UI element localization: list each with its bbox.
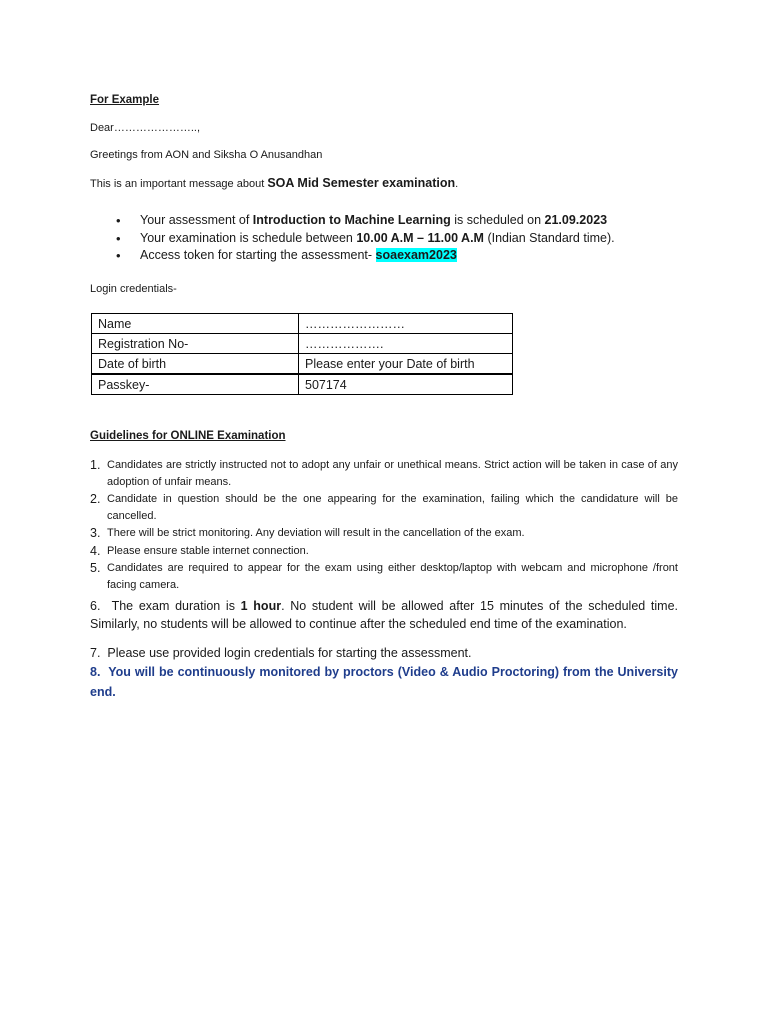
bullet-icon: •	[116, 213, 121, 228]
table-row	[92, 374, 513, 395]
guidelines-list	[90, 457, 678, 594]
exam-date: 21.09.2023	[544, 213, 608, 227]
important-prefix: This is an important message about	[90, 178, 268, 190]
bullet-text: Access token for starting the assessment-	[140, 248, 376, 262]
salutation: Dear…………………..,	[90, 122, 201, 134]
credential-label: Name	[92, 314, 299, 334]
important-suffix: .	[455, 178, 459, 190]
list-item	[116, 247, 615, 265]
paragraph-text: Please use provided login credentials for starting the assessment.	[107, 646, 472, 660]
bullet-icon: •	[116, 248, 121, 263]
exam-duration: 1 hour	[240, 599, 282, 613]
item-number: 4.	[90, 543, 101, 558]
item-number: 8.	[90, 665, 101, 679]
credential-label: Passkey-	[92, 374, 299, 395]
table-row	[92, 314, 513, 334]
example-heading: For Example	[90, 94, 160, 106]
greeting-line: Greetings from AON and Siksha O Anusandhan	[90, 149, 323, 161]
bullet-icon: •	[116, 230, 121, 246]
list-item	[116, 212, 615, 230]
guidelines-heading: Guidelines for ONLINE Examination	[90, 430, 286, 442]
important-message-line	[90, 176, 458, 190]
item-number: 7.	[90, 646, 101, 660]
list-item	[90, 457, 678, 490]
list-item	[90, 525, 678, 542]
access-token: soaexam2023	[375, 248, 457, 262]
table-row	[92, 354, 513, 375]
proctoring-notice	[90, 662, 678, 702]
list-item	[90, 491, 678, 524]
item-number: 3.	[90, 526, 101, 540]
credential-value: ……………………	[299, 314, 513, 334]
paragraph-text: . No student will be allowed after 15 minutes of the scheduled time. Similarly, no students will be allowed to continue after the scheduled end time of the examination.	[90, 599, 678, 631]
guideline-text: Candidate in question should be the one appearing for the examination, failing which the candidature will be cancelled.	[107, 493, 678, 522]
credential-label: Date of birth	[92, 354, 299, 375]
list-item	[116, 230, 615, 248]
guideline-text: Candidates are required to appear for the exam using either desktop/laptop with webcam and microphone /front facing camera.	[107, 562, 678, 591]
credential-value: ……………….	[299, 334, 513, 354]
paragraph-text: The exam duration is	[111, 599, 241, 613]
item-number: 1.	[90, 458, 101, 472]
list-item	[90, 543, 678, 560]
item-number: 5.	[90, 561, 101, 575]
table-row	[92, 334, 513, 354]
exam-name: SOA Mid Semester examination	[267, 176, 456, 190]
credential-value: Please enter your Date of birth	[299, 354, 513, 375]
guideline-text: Candidates are strictly instructed not to adopt any unfair or unethical means. Strict action will be taken in case of any adoption of unfair means.	[107, 459, 678, 488]
credential-value: 507174	[299, 374, 513, 395]
duration-paragraph	[90, 598, 678, 633]
credential-label: Registration No-	[92, 334, 299, 354]
bullet-text: Your assessment of	[140, 213, 253, 227]
exam-details-list	[116, 212, 615, 265]
exam-time: 10.00 A.M – 11.00 A.M	[356, 230, 484, 245]
paragraph-text: You will be continuously monitored by proctors (Video & Audio Proctoring) from the University end.	[90, 665, 678, 699]
list-item	[90, 560, 678, 593]
item-number: 6.	[90, 599, 101, 613]
course-name: Introduction to Machine Learning	[252, 213, 451, 227]
login-instruction	[90, 645, 678, 663]
item-number: 2.	[90, 492, 101, 506]
guideline-text: There will be strict monitoring. Any deviation will result in the cancellation of the exam.	[107, 527, 525, 539]
bullet-text: Your examination is schedule between	[140, 230, 357, 245]
credentials-table	[91, 313, 513, 395]
guideline-text: Please ensure stable internet connection.	[107, 544, 309, 557]
credentials-label: Login credentials-	[90, 283, 177, 295]
bullet-text: is scheduled on	[450, 213, 545, 227]
bullet-text: (Indian Standard time).	[483, 230, 615, 245]
